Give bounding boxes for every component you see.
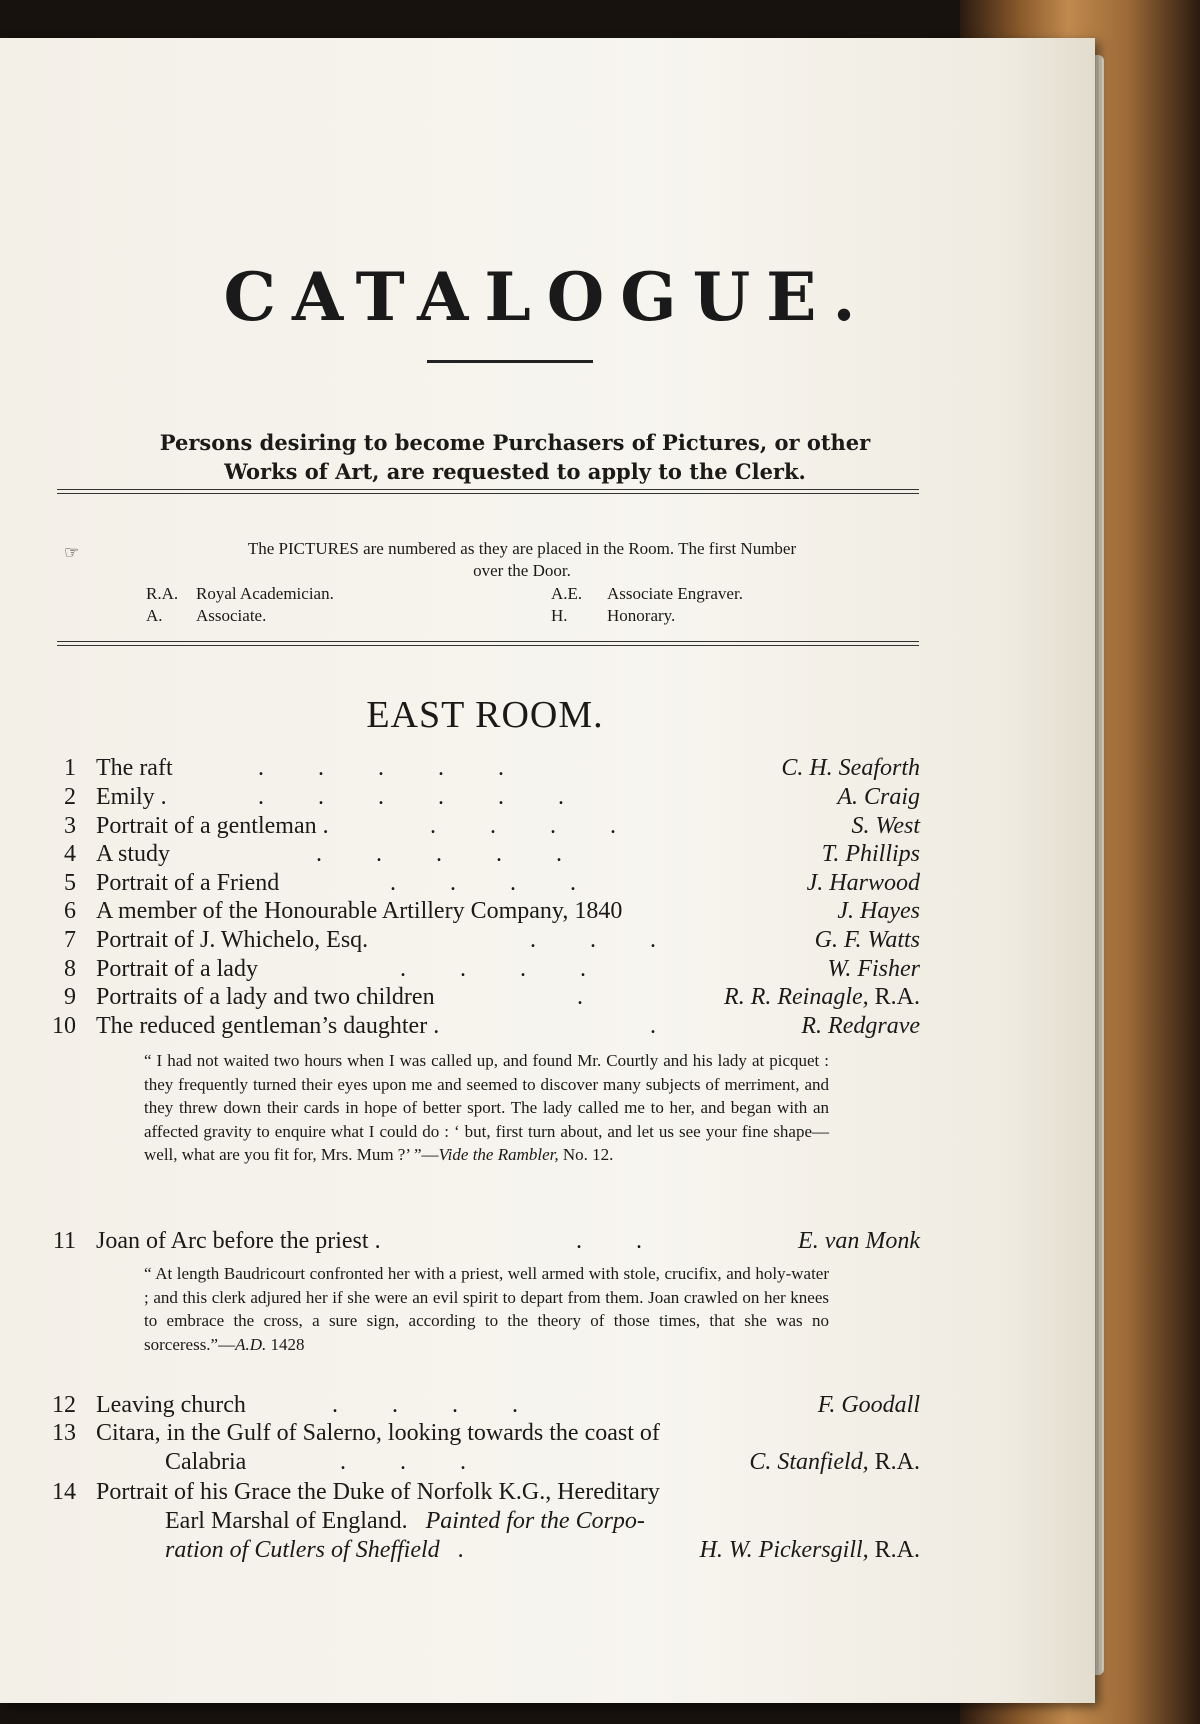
catalogue-entry: 10 The reduced gentleman’s daughter . . R. Redgrave bbox=[52, 1013, 920, 1039]
catalogue-entry: 8 Portrait of a lady . . . . W. Fisher bbox=[64, 956, 920, 982]
abbreviation-ra: R.A. Royal Academician. bbox=[146, 584, 334, 603]
quote-entry-11: “ At length Baudricourt confronted her with a priest, well armed with stole, crucifix, and holy-water ; and this clerk adjured her if she were an evil spirit to depart from them. Joan crawled on her knees to embrace the cross, a sure sign, according to the theory of those times, that she was no sorceress.”—A.D. 1428 bbox=[144, 1264, 829, 1354]
title-rule bbox=[427, 360, 593, 363]
purchase-notice bbox=[60, 428, 970, 486]
catalogue-entry: 13 Citara, in the Gulf of Salerno, looking towards the coast of bbox=[52, 1420, 660, 1446]
bottom-double-rule bbox=[57, 641, 919, 646]
top-double-rule bbox=[57, 489, 919, 494]
catalogue-entry: 2 Emily . . . . . . . A. Craig bbox=[64, 784, 920, 810]
catalogue-entry: 4 A study . . . . . T. Phillips bbox=[64, 841, 920, 867]
catalogue-entry-continuation: ration of Cutlers of Sheffield . H. W. Pickersgill, R.A. bbox=[165, 1537, 920, 1563]
catalogue-entry: 12 Leaving church . . . . F. Goodall bbox=[52, 1392, 920, 1418]
catalogue-entry: 9 Portraits of a lady and two children . R. R. Reinagle, R.A. bbox=[64, 984, 920, 1010]
section-title: EAST ROOM. bbox=[366, 694, 604, 736]
catalogue-entry-continuation: Calabria . . . C. Stanfield, R.A. bbox=[165, 1449, 920, 1475]
catalogue-entry: 5 Portrait of a Friend . . . . J. Harwood bbox=[64, 870, 920, 896]
numbering-note bbox=[112, 538, 932, 582]
catalogue-entry: 7 Portrait of J. Whichelo, Esq. . . . G. F. Watts bbox=[64, 927, 920, 953]
pointing-hand-icon: ☞ bbox=[64, 543, 80, 562]
catalogue-entry: 3 Portrait of a gentleman . . . . . S. West bbox=[64, 813, 920, 839]
abbreviation-a: A. Associate. bbox=[146, 606, 267, 625]
numbering-note-line-1: The PICTURES are numbered as they are placed in the Room. The first Number bbox=[247, 539, 797, 558]
catalogue-entry: 6 A member of the Honourable Artillery Company, 1840 J. Hayes bbox=[64, 898, 920, 924]
catalogue-page bbox=[0, 38, 1095, 1703]
catalogue-entry: 11 Joan of Arc before the priest . . . E. van Monk bbox=[52, 1228, 920, 1254]
catalogue-entry: 1 The raft . . . . . C. H. Seaforth bbox=[64, 755, 920, 781]
abbreviation-ae: A.E. Associate Engraver. bbox=[551, 584, 743, 603]
purchase-notice-line-1: Persons desiring to become Purchasers of Pictures, or other bbox=[159, 430, 871, 455]
catalogue-entry: 14 Portrait of his Grace the Duke of Norfolk K.G., Hereditary bbox=[52, 1479, 660, 1505]
catalogue-entry-continuation: Earl Marshal of England. Painted for the Corpo- bbox=[165, 1508, 645, 1534]
catalogue-title: CATALOGUE. bbox=[223, 258, 872, 336]
purchase-notice-line-2: Works of Art, are requested to apply to the Clerk. bbox=[224, 459, 806, 484]
numbering-note-line-2: over the Door. bbox=[473, 561, 571, 580]
quote-entry-10: “ I had not waited two hours when I was called up, and found Mr. Courtly and his lady at picquet : they frequently turned their eyes upon me and seemed to discover many subjects of merriment, and they threw down their cards in hope of better sport. The lady called me to her, and began with an affected gravity to enquire what I could do : ‘ but, first turn about, and let us see your fine shape—well, what are you fit for, Mrs. Mum ?’ ”—Vide the Rambler, No. 12. bbox=[144, 1051, 829, 1164]
abbreviation-h: H. Honorary. bbox=[551, 606, 676, 625]
